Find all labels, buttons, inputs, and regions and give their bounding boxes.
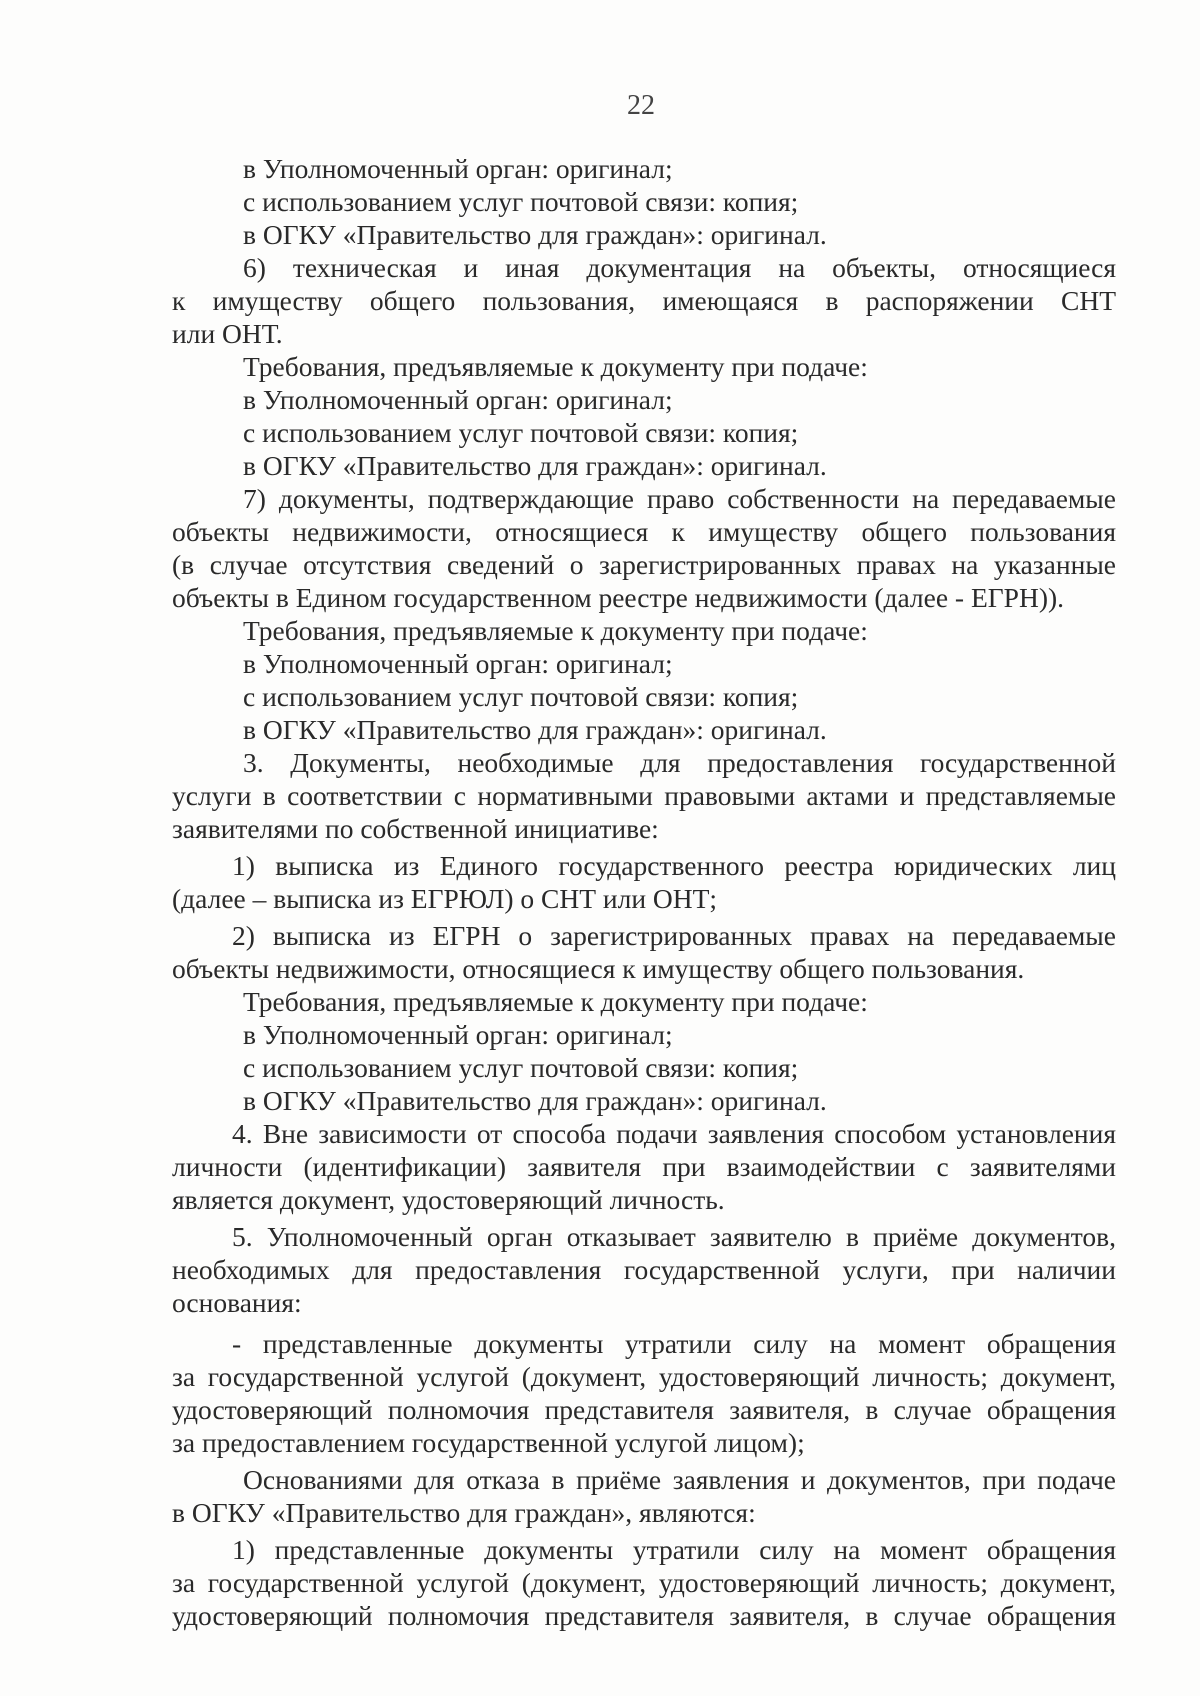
text-line: 1) выписка из Единого государственного реестра юридических лиц — [232, 850, 1116, 881]
text-line: за предоставлением государственной услугой лицом); — [172, 1427, 805, 1458]
text-line: Требования, предъявляемые к документу при подаче: — [243, 615, 868, 646]
text-line: к имуществу общего пользования, имеющаяся в распоряжении СНТ — [172, 285, 1116, 316]
text-line: 4. Вне зависимости от способа подачи заявления способом установления — [232, 1118, 1116, 1149]
text-line: с использованием услуг почтовой связи: копия; — [243, 186, 799, 217]
text-line: объекты недвижимости, относящиеся к имуществу общего пользования. — [172, 953, 1025, 984]
text-line: объекты в Едином государственном реестре недвижимости (далее - ЕГРН)). — [172, 582, 1065, 613]
text-line: с использованием услуг почтовой связи: копия; — [243, 417, 799, 448]
text-line: - представленные документы утратили силу на момент обращения — [232, 1328, 1116, 1359]
text-line: (далее – выписка из ЕГРЮЛ) о СНТ или ОНТ; — [172, 883, 718, 914]
text-line: Требования, предъявляемые к документу при подаче: — [243, 986, 868, 1017]
text-line: заявителями по собственной инициативе: — [172, 813, 659, 844]
text-line: 5. Уполномоченный орган отказывает заявителю в приёме документов, — [232, 1221, 1116, 1252]
text-line: удостоверяющий полномочия представителя заявителя, в случае обращения — [172, 1600, 1116, 1631]
text-line: Требования, предъявляемые к документу при подаче: — [243, 351, 868, 382]
text-line: является документ, удостоверяющий личность. — [172, 1184, 725, 1215]
text-line: в Уполномоченный орган: оригинал; — [243, 1019, 673, 1050]
text-line: за государственной услугой (документ, удостоверяющий личность; документ, — [172, 1567, 1116, 1598]
text-line: объекты недвижимости, относящиеся к имуществу общего пользования — [172, 516, 1116, 547]
text-line: 3. Документы, необходимые для предоставления государственной — [243, 747, 1116, 778]
text-line: в ОГКУ «Правительство для граждан»: оригинал. — [243, 1085, 827, 1116]
text-line: Основаниями для отказа в приёме заявления и документов, при подаче — [243, 1464, 1116, 1495]
text-line: удостоверяющий полномочия представителя заявителя, в случае обращения — [172, 1394, 1116, 1425]
text-line: с использованием услуг почтовой связи: копия; — [243, 1052, 799, 1083]
document-body — [172, 152, 1116, 1632]
text-line: личности (идентификации) заявителя при взаимодействии с заявителями — [172, 1151, 1116, 1182]
text-line: 6) техническая и иная документация на объекты, относящиеся — [243, 252, 1116, 283]
text-line: услуги в соответствии с нормативными правовыми актами и представляемые — [172, 780, 1116, 811]
text-line: за государственной услугой (документ, удостоверяющий личность; документ, — [172, 1361, 1116, 1392]
text-line: основания: — [172, 1287, 302, 1318]
text-line: (в случае отсутствия сведений о зарегистрированных правах на указанные — [172, 549, 1116, 580]
page-number: 22 — [627, 90, 655, 121]
text-line: в ОГКУ «Правительство для граждан»: оригинал. — [243, 714, 827, 745]
text-line: с использованием услуг почтовой связи: копия; — [243, 681, 799, 712]
text-line: в Уполномоченный орган: оригинал; — [243, 384, 673, 415]
text-line: в Уполномоченный орган: оригинал; — [243, 648, 673, 679]
text-line: в ОГКУ «Правительство для граждан»: оригинал. — [243, 219, 827, 250]
text-line: в ОГКУ «Правительство для граждан»: оригинал. — [243, 450, 827, 481]
text-line: 7) документы, подтверждающие право собственности на передаваемые — [243, 483, 1116, 514]
text-line: в Уполномоченный орган: оригинал; — [243, 153, 673, 184]
text-line: 1) представленные документы утратили силу на момент обращения — [232, 1534, 1116, 1565]
text-line: в ОГКУ «Правительство для граждан», являются: — [172, 1497, 756, 1528]
text-line: или ОНТ. — [172, 318, 283, 349]
text-line: необходимых для предоставления государственной услуги, при наличии — [172, 1254, 1116, 1285]
text-line: 2) выписка из ЕГРН о зарегистрированных правах на передаваемые — [232, 920, 1116, 951]
